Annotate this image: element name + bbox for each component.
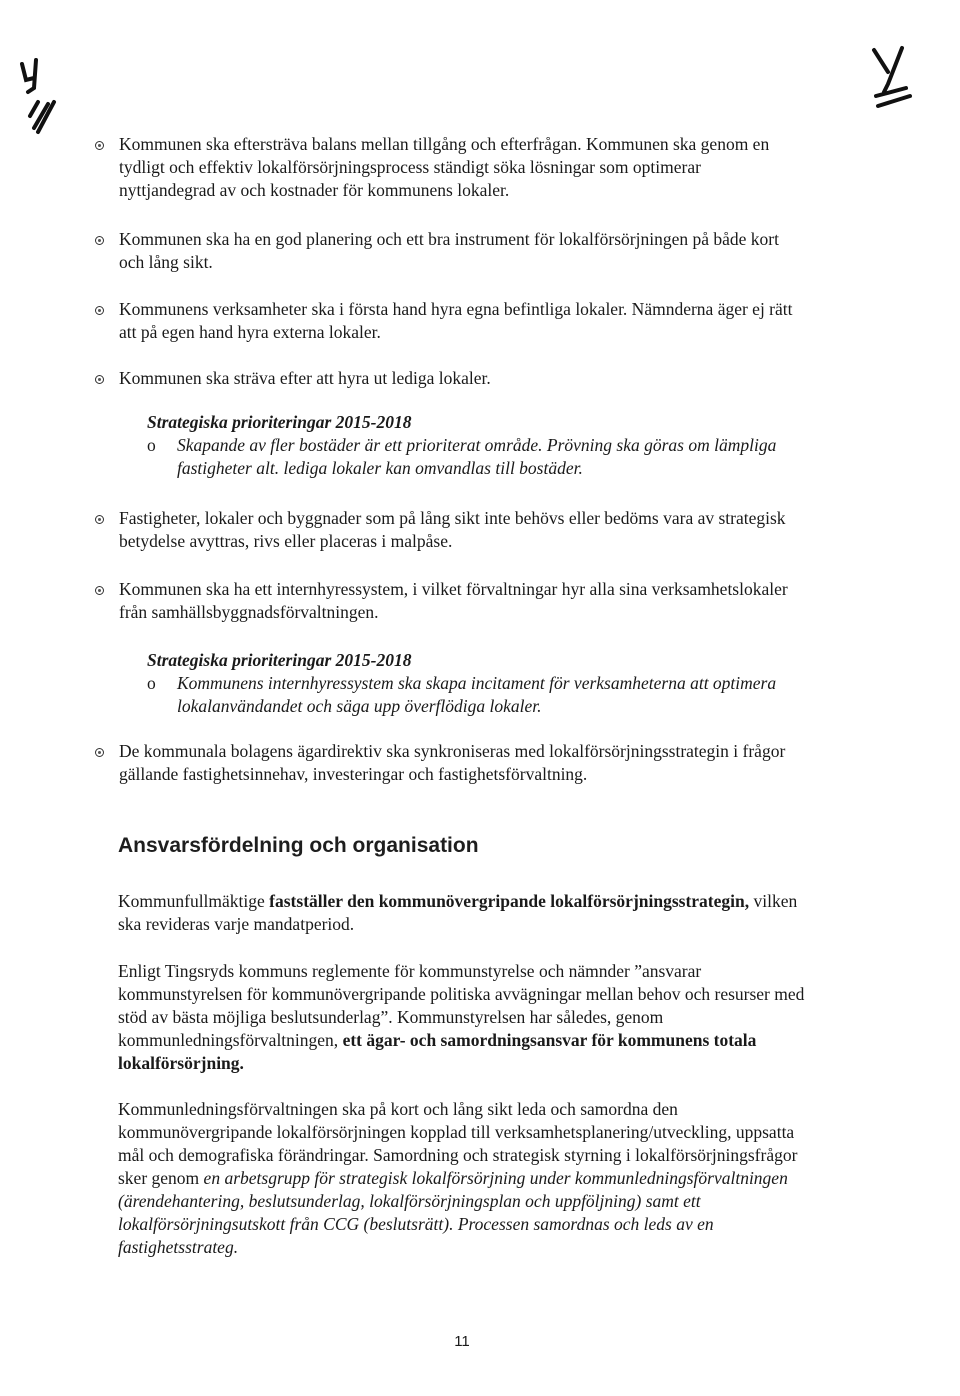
paragraph-text: vilken ska revideras varje mandatperiod.	[118, 891, 798, 934]
bullet-text: Kommunen ska sträva efter att hyra ut lediga lokaler.	[119, 368, 491, 388]
bullet-text: Kommunens verksamheter ska i första hand hyra egna befintliga lokaler. Nämnderna äger ej rätt att på egen hand hyra externa lokaler.	[119, 299, 793, 342]
bullet-item	[119, 367, 799, 390]
bullet-icon	[95, 748, 104, 757]
bullet-text: Kommunen ska ha en god planering och ett bra instrument för lokalförsörjningen på både kort och lång sikt.	[119, 229, 779, 272]
priority-item	[147, 672, 787, 718]
bullet-text: De kommunala bolagens ägardirektiv ska synkroniseras med lokalförsörjningsstrategin i frågor gällande fastighetsinnehav, investeringar och fastighetsförvaltning.	[119, 741, 786, 784]
paragraph-bold-text: fastställer den kommunövergripande lokalförsörjningsstrategin,	[269, 891, 750, 911]
paragraph-text: Kommunfullmäktige	[118, 891, 270, 911]
bullet-icon	[95, 515, 104, 524]
paragraph-bold-text: ett ägar- och samordningsansvar för kommunens totala lokalförsörjning.	[118, 1030, 757, 1073]
strategic-priorities	[147, 649, 787, 718]
strategic-priorities	[147, 411, 787, 480]
bullet-text: Kommunen ska eftersträva balans mellan tillgång och efterfrågan. Kommunen ska genom en tydligt och effektiv lokalförsörjningsprocess ständigt söka lösningar som optimerar nyttjandegrad av och kostnader för kommunens lokaler.	[119, 134, 770, 200]
priority-text: Kommunens internhyressystem ska skapa incitament för verksamheterna att optimera lokalanvändandet och säga upp överflödiga lokaler.	[177, 673, 777, 716]
paragraph-italic-text: en arbetsgrupp för strategisk lokalförsörjning under kommunledningsförvaltningen (ärendehantering, beslutsunderlag, lokalförsörjningsplan och uppföljning) samt ett lokalförsörjningsutskott från CCG (beslutsrätt). Processen samordnas och leds av en fastighetsstrateg.	[118, 1168, 788, 1257]
paragraph	[118, 960, 818, 1075]
paragraph	[118, 1098, 818, 1259]
bullet-item	[119, 133, 799, 202]
sub-bullet-marker: o	[147, 673, 156, 693]
bullet-text: Kommunen ska ha ett internhyressystem, i vilket förvaltningar hyr alla sina verksamhetslokaler från samhällsbyggnadsförvaltningen.	[119, 579, 788, 622]
section-heading: Ansvarsfördelning och organisation	[118, 834, 479, 857]
bullet-item	[119, 578, 799, 624]
handwritten-mark-right	[866, 44, 926, 114]
priorities-title: Strategiska prioriteringar 2015-2018	[147, 412, 412, 432]
bullet-icon	[95, 306, 104, 315]
bullet-item	[119, 228, 799, 274]
paragraph	[118, 890, 818, 936]
bullet-icon	[95, 586, 104, 595]
bullet-icon	[95, 375, 104, 384]
bullet-icon	[95, 141, 104, 150]
handwritten-mark-left	[14, 58, 74, 138]
bullet-icon	[95, 236, 104, 245]
bullet-item	[119, 298, 799, 344]
sub-bullet-marker: o	[147, 435, 156, 455]
priority-item	[147, 434, 787, 480]
priority-text: Skapande av fler bostäder är ett prioriterat område. Prövning ska göras om lämpliga fastigheter alt. lediga lokaler kan omvandlas till bostäder.	[177, 435, 777, 478]
bullet-text: Fastigheter, lokaler och byggnader som på lång sikt inte behövs eller bedöms vara av strategisk betydelse avyttras, rivs eller placeras i malpåse.	[119, 508, 786, 551]
page-number: 11	[454, 1333, 470, 1350]
paragraph-text: Enligt Tingsryds kommuns reglemente för kommunstyrelse och nämnder ”ansvarar kommunstyrelsen för kommunövergripande politiska avvägningar mellan behov och resurser med stöd av bästa möjliga beslutsunderlag”. Kommunstyrelsen har således, genom kommunledningsförvaltningen,	[118, 961, 805, 1050]
paragraph-text: Kommunledningsförvaltningen ska på kort och lång sikt leda och samordna den kommunövergripande lokalförsörjningen kopplad till verksamhetsplanering/utveckling, uppsatta mål och demografiska förändringar. Samordning och strategisk styrning i lokalförsörjningsfrågor sker genom	[118, 1099, 798, 1188]
priorities-title: Strategiska prioriteringar 2015-2018	[147, 650, 412, 670]
bullet-item	[119, 507, 799, 553]
bullet-item	[119, 740, 799, 786]
